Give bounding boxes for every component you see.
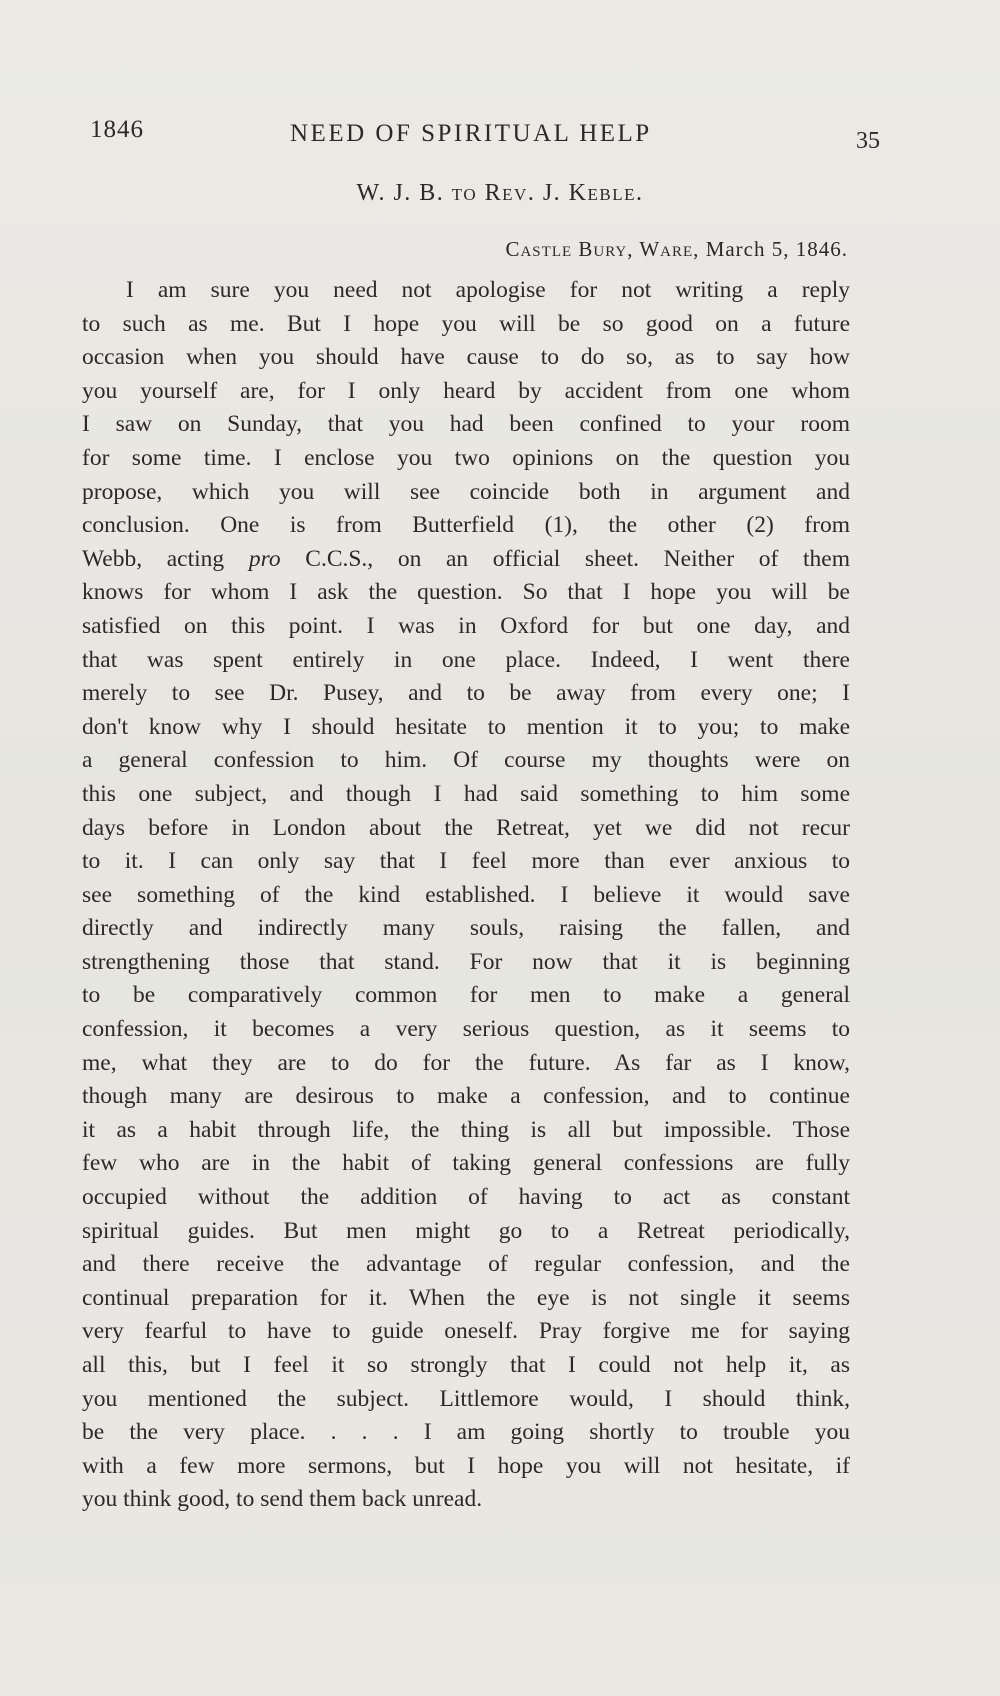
body-line: strengthening those that stand. For now that it is beginning — [82, 948, 850, 975]
body-line: few who are in the habit of taking general confessions are fully — [82, 1150, 850, 1177]
body-line: continual preparation for it. When the eye is not single it seems — [82, 1284, 850, 1311]
header-title: NEED OF SPIRITUAL HELP — [290, 120, 652, 147]
body-line: this one subject, and though I had said something to him some — [82, 780, 850, 807]
body-line: you yourself are, for I only heard by accident from one whom — [82, 377, 850, 404]
italic-word: pro — [248, 545, 281, 572]
body-line: to such as me. But I hope you will be so good on a future — [82, 310, 850, 337]
page-number: 35 — [856, 128, 880, 154]
letter-date: March 5, 1846. — [705, 237, 848, 261]
body-line: be the very place. . . . I am going shortly to trouble you — [82, 1419, 850, 1446]
letter-place-date — [505, 237, 848, 262]
body-line: merely to see Dr. Pusey, and to be away from every one; I — [82, 680, 850, 707]
body-line: and there receive the advantage of regular confession, and the — [82, 1251, 850, 1278]
body-line-last: you think good, to send them back unread. — [82, 1486, 483, 1513]
header-year: 1846 — [90, 116, 144, 143]
body-line: all this, but I feel it so strongly that I could not help it, as — [82, 1352, 850, 1378]
running-head — [90, 116, 880, 156]
body-line: I am sure you need not apologise for not writing a reply — [126, 277, 850, 303]
body-line: that was spent entirely in one place. Indeed, I went there — [82, 646, 850, 673]
body-line: spiritual guides. But men might go to a Retreat periodically, — [82, 1217, 850, 1244]
body-line: to be comparatively common for men to make a general — [82, 982, 850, 1009]
body-line: a general confession to him. Of course my thoughts were on — [82, 747, 850, 774]
body-line: don't know why I should hesitate to mention it to you; to make — [82, 713, 850, 740]
body-line: occupied without the addition of having to act as constant — [82, 1184, 850, 1211]
letter-place: Castle Bury, Ware, — [505, 237, 700, 261]
body-line: with a few more sermons, but I hope you will not hesitate, if — [82, 1452, 850, 1479]
letter-heading: W. J. B. to Rev. J. Keble. — [356, 180, 644, 206]
body-text-segment: Webb, acting — [82, 545, 225, 572]
body-line: see something of the kind established. I believe it would save — [82, 881, 850, 908]
body-line: it as a habit through life, the thing is all but impossible. Those — [82, 1116, 850, 1143]
body-line: I saw on Sunday, that you had been confined to your room — [82, 411, 850, 438]
body-line: for some time. I enclose you two opinions on the question you — [82, 444, 850, 471]
body-line: though many are desirous to make a confession, and to continue — [82, 1083, 850, 1110]
body-line: to it. I can only say that I feel more than ever anxious to — [82, 848, 850, 875]
body-line: conclusion. One is from Butterfield (1), the other (2) from — [82, 512, 850, 539]
body-line: directly and indirectly many souls, raising the fallen, and — [82, 915, 850, 942]
body-line: confession, it becomes a very serious question, as it seems to — [82, 1016, 850, 1043]
body-line: you mentioned the subject. Littlemore would, I should think, — [82, 1385, 850, 1412]
body-line: days before in London about the Retreat, yet we did not recur — [82, 814, 850, 841]
body-line: propose, which you will see coincide both in argument and — [82, 478, 850, 505]
body-line: me, what they are to do for the future. As far as I know, — [82, 1049, 850, 1076]
body-line: satisfied on this point. I was in Oxford for but one day, and — [82, 612, 850, 639]
body-text-segment: C.C.S., on an official sheet. Neither of them — [305, 545, 851, 572]
letter-body — [82, 274, 850, 1517]
body-line-with-italic — [82, 543, 850, 577]
body-line: occasion when you should have cause to do so, as to say how — [82, 344, 850, 371]
body-line: knows for whom I ask the question. So that I hope you will be — [82, 579, 850, 606]
body-line: very fearful to have to guide oneself. Pray forgive me for saying — [82, 1318, 850, 1345]
